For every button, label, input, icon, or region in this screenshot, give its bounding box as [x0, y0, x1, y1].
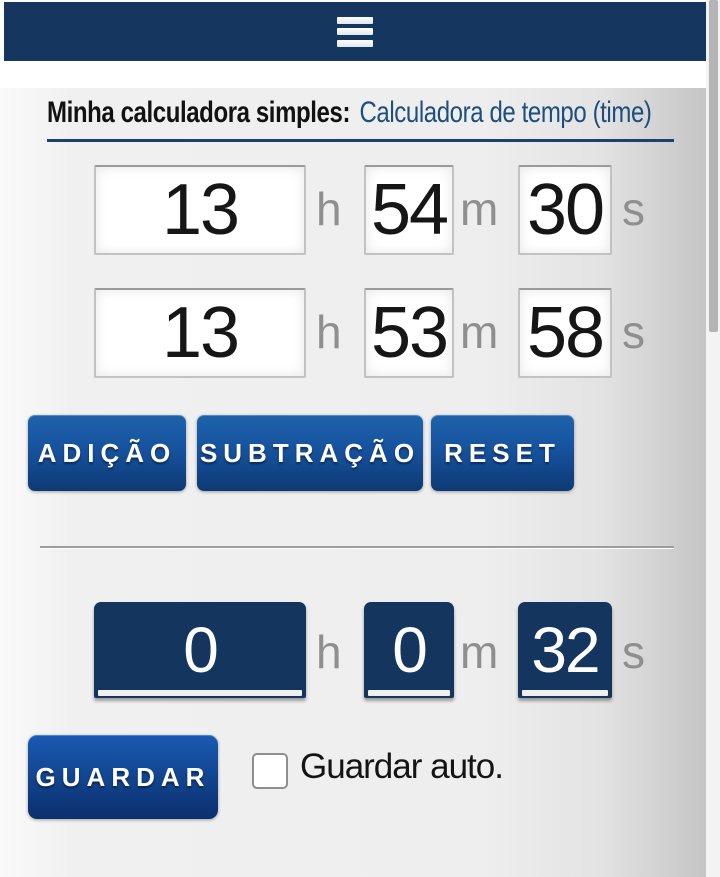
save-button[interactable]: GUARDAR — [28, 735, 218, 819]
minutes-unit-label-row1: m — [460, 183, 499, 235]
time-calculator-link[interactable]: Calculadora de tempo (time) — [359, 96, 652, 129]
hamburger-menu-icon[interactable] — [337, 15, 373, 49]
minutes-input-row1[interactable] — [364, 165, 454, 255]
result-seconds-display: 32 — [518, 602, 612, 698]
hours-unit-label-row2: h — [316, 306, 342, 358]
seconds-input-row2[interactable] — [518, 288, 612, 378]
minutes-unit-label-result: m — [460, 626, 499, 678]
hours-unit-label-row1: h — [316, 183, 342, 235]
page-title — [47, 96, 674, 142]
menu-bar — [337, 28, 373, 35]
hours-unit-label-result: h — [316, 626, 342, 678]
section-divider — [40, 546, 674, 548]
seconds-unit-label-row2: s — [622, 306, 645, 358]
save-auto-label: Guardar auto. — [300, 747, 503, 786]
seconds-unit-label-row1: s — [622, 183, 645, 235]
scrollbar-thumb[interactable] — [709, 0, 718, 332]
result-hours-display: 0 — [94, 602, 306, 698]
title-prefix: Minha calculadora simples — [47, 96, 343, 129]
title-separator: : — [342, 96, 357, 129]
minutes-input-row2[interactable] — [364, 288, 454, 378]
app-header — [4, 2, 706, 61]
menu-bar — [337, 17, 373, 24]
seconds-input-row1[interactable] — [518, 165, 612, 255]
seconds-unit-label-result: s — [622, 626, 645, 678]
hours-input-row1[interactable] — [94, 165, 306, 255]
scrollbar[interactable] — [706, 0, 720, 877]
menu-bar — [337, 40, 373, 47]
save-auto-checkbox[interactable] — [252, 753, 288, 789]
hours-input-row2[interactable] — [94, 288, 306, 378]
minutes-unit-label-row2: m — [460, 306, 499, 358]
addition-button[interactable]: ADIÇÃO — [28, 415, 186, 491]
subtraction-button[interactable]: SUBTRAÇÃO — [197, 415, 423, 491]
reset-button[interactable]: RESET — [431, 415, 574, 491]
result-minutes-display: 0 — [364, 602, 454, 698]
